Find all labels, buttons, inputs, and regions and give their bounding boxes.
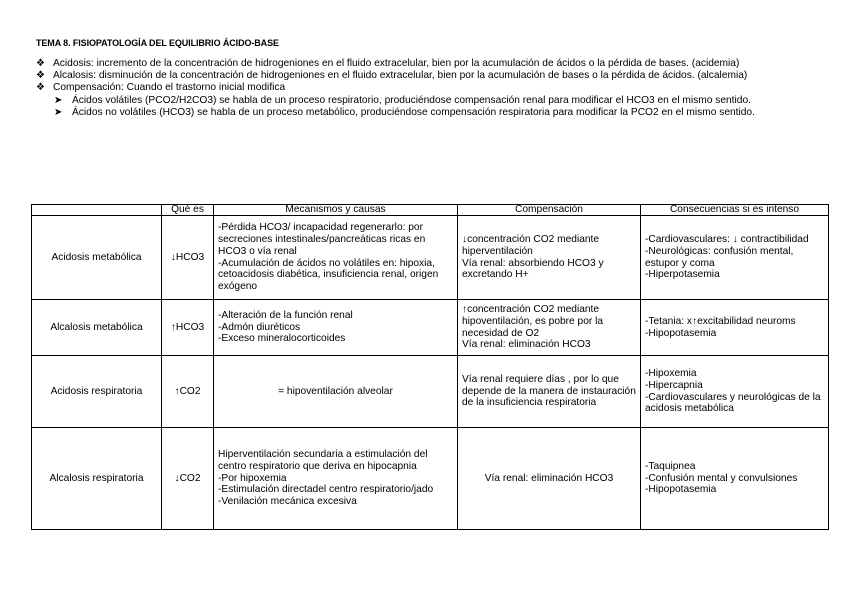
text-line: -Cardiovasculares: ↓ contractibilidad xyxy=(645,233,809,245)
text-line: -Cardiovasculares y neurológicas de la acidosis metabólica xyxy=(645,391,821,415)
acid-base-table xyxy=(31,204,829,530)
text-line: -Pérdida HCO3/ incapacidad regenerarlo: por secreciones intestinales/pancreáticas ricas en HCO3 o vía renal xyxy=(218,222,426,257)
header-cell: Compensación xyxy=(458,205,641,216)
diamond-bullet-icon: ❖ xyxy=(36,82,45,94)
text-line: -Hipoxemia xyxy=(645,367,697,379)
bullet-text: Compensación: Cuando el trastorno inicial modifica xyxy=(53,82,286,94)
text-line: -Taquipnea xyxy=(645,460,696,472)
text-line: -Hiperpotasemia xyxy=(645,269,720,281)
text-line: Vía renal: eliminación HCO3 xyxy=(484,472,614,484)
diamond-bullet-icon: ❖ xyxy=(36,58,45,69)
mecanismos-cell xyxy=(214,356,458,428)
text-line: -Alteración de la función renal xyxy=(218,309,353,321)
que-es-cell: ↑HCO3 xyxy=(162,300,214,356)
text-line: Hiperventilación secundaria a estimulación del centro respiratorio que deriva en hipocapnia xyxy=(218,449,428,472)
mecanismos-cell xyxy=(214,300,458,356)
text-line: -Neurológicas: confusión mental, estupor y coma xyxy=(645,245,794,269)
table-row xyxy=(32,428,829,530)
bullet-alcalosis xyxy=(36,70,826,82)
table-row xyxy=(32,356,829,428)
table-row xyxy=(32,216,829,300)
compensacion-cell xyxy=(458,428,641,530)
text-line: -Admón diuréticos xyxy=(218,321,301,333)
text-line: -Acumulación de ácidos no volátiles en: hipoxia, cetoacidosis diabética, insuficiencia renal, origen exógeno xyxy=(218,257,439,293)
sub-bullet-no-volatiles xyxy=(36,107,826,119)
bullet-compensacion xyxy=(36,82,826,94)
consecuencias-cell xyxy=(641,428,829,530)
condition-cell: Alcalosis metabólica xyxy=(32,300,162,356)
definitions-list xyxy=(36,58,826,119)
que-es-cell: ↓HCO3 xyxy=(162,216,214,300)
text-line: Vía renal: eliminación HCO3 xyxy=(462,339,591,351)
arrow-bullet-icon: ➤ xyxy=(54,94,63,106)
condition-cell: Acidosis respiratoria xyxy=(32,356,162,428)
header-cell: Consecuencias si es intenso xyxy=(641,205,829,216)
mecanismos-cell xyxy=(214,216,458,300)
text-line: -Exceso mineralocorticoides xyxy=(218,333,346,345)
text-line: -Hipopotasemia xyxy=(645,484,717,496)
text-line: ↑concentración CO2 mediante hipoventilación, es pobre por la necesidad de O2 xyxy=(462,303,604,339)
compensacion-cell xyxy=(458,356,641,428)
header-cell xyxy=(32,205,162,216)
text-line: Vía renal: absorbiendo HCO3 y excretando H+ xyxy=(462,257,604,281)
consecuencias-cell xyxy=(641,300,829,356)
diamond-bullet-icon: ❖ xyxy=(36,70,45,82)
text-line: -Venilación mecánica excesiva xyxy=(218,496,357,508)
page-title: TEMA 8. FISIOPATOLOGÍA DEL EQUILIBRIO ÁCIDO-BASE xyxy=(36,38,279,48)
que-es-cell: ↑CO2 xyxy=(162,356,214,428)
compensacion-cell xyxy=(458,216,641,300)
bullet-text: Alcalosis: disminución de la concentración de hidrogeniones en el fluido extracelular, bien por la acumulación de bases o la pérdida de ácidos. (alcalemia) xyxy=(53,70,748,82)
consecuencias-cell xyxy=(641,216,829,300)
table-row xyxy=(32,300,829,356)
table-header-row xyxy=(32,205,829,216)
bullet-acidosis xyxy=(36,58,826,70)
arrow-bullet-icon: ➤ xyxy=(54,106,63,118)
text-line: Vía renal requiere días , por lo que depende de la manera de instauración de la insuficiencia respiratoria xyxy=(462,373,636,409)
text-line: -Estimulación directadel centro respiratorio/jado xyxy=(218,484,434,496)
mecanismos-cell xyxy=(214,428,458,530)
que-es-cell: ↓CO2 xyxy=(162,428,214,530)
text-line: = hipoventilación alveolar xyxy=(278,385,393,397)
text-line: -Confusión mental y convulsiones xyxy=(645,472,798,484)
text-line: -Tetania: x↑excitabilidad neuroms xyxy=(645,315,796,327)
condition-cell: Alcalosis respiratoria xyxy=(32,428,162,530)
bullet-text: Acidosis: incremento de la concentración de hidrogeniones en el fluido extracelular, bien por la acumulación de ácidos o la pérdida de bases. (acidemia) xyxy=(53,58,740,69)
text-line: -Hipopotasemia xyxy=(645,327,717,339)
text-line: ↓concentración CO2 mediante hiperventilación xyxy=(462,233,600,257)
sub-bullet-volatiles xyxy=(36,95,826,107)
header-cell: Mecanismos y causas xyxy=(214,205,458,216)
compensacion-cell xyxy=(458,300,641,356)
condition-cell: Acidosis metabólica xyxy=(32,216,162,300)
text-line: -Hipercapnia xyxy=(645,379,703,391)
sub-bullet-text: Ácidos volátiles (PCO2/H2CO3) se habla de un proceso respiratorio, produciéndose compensación renal para modificar el HCO3 en el mismo sentido. xyxy=(72,94,751,106)
consecuencias-cell xyxy=(641,356,829,428)
text-line: -Por hipoxemia xyxy=(218,472,287,484)
header-cell: Qué es xyxy=(162,205,214,216)
sub-bullet-text: Ácidos no volátiles (HCO3) se habla de un proceso metabólico, produciéndose compensación respiratoria para modificar la PCO2 en el mismo sentido. xyxy=(72,106,755,118)
